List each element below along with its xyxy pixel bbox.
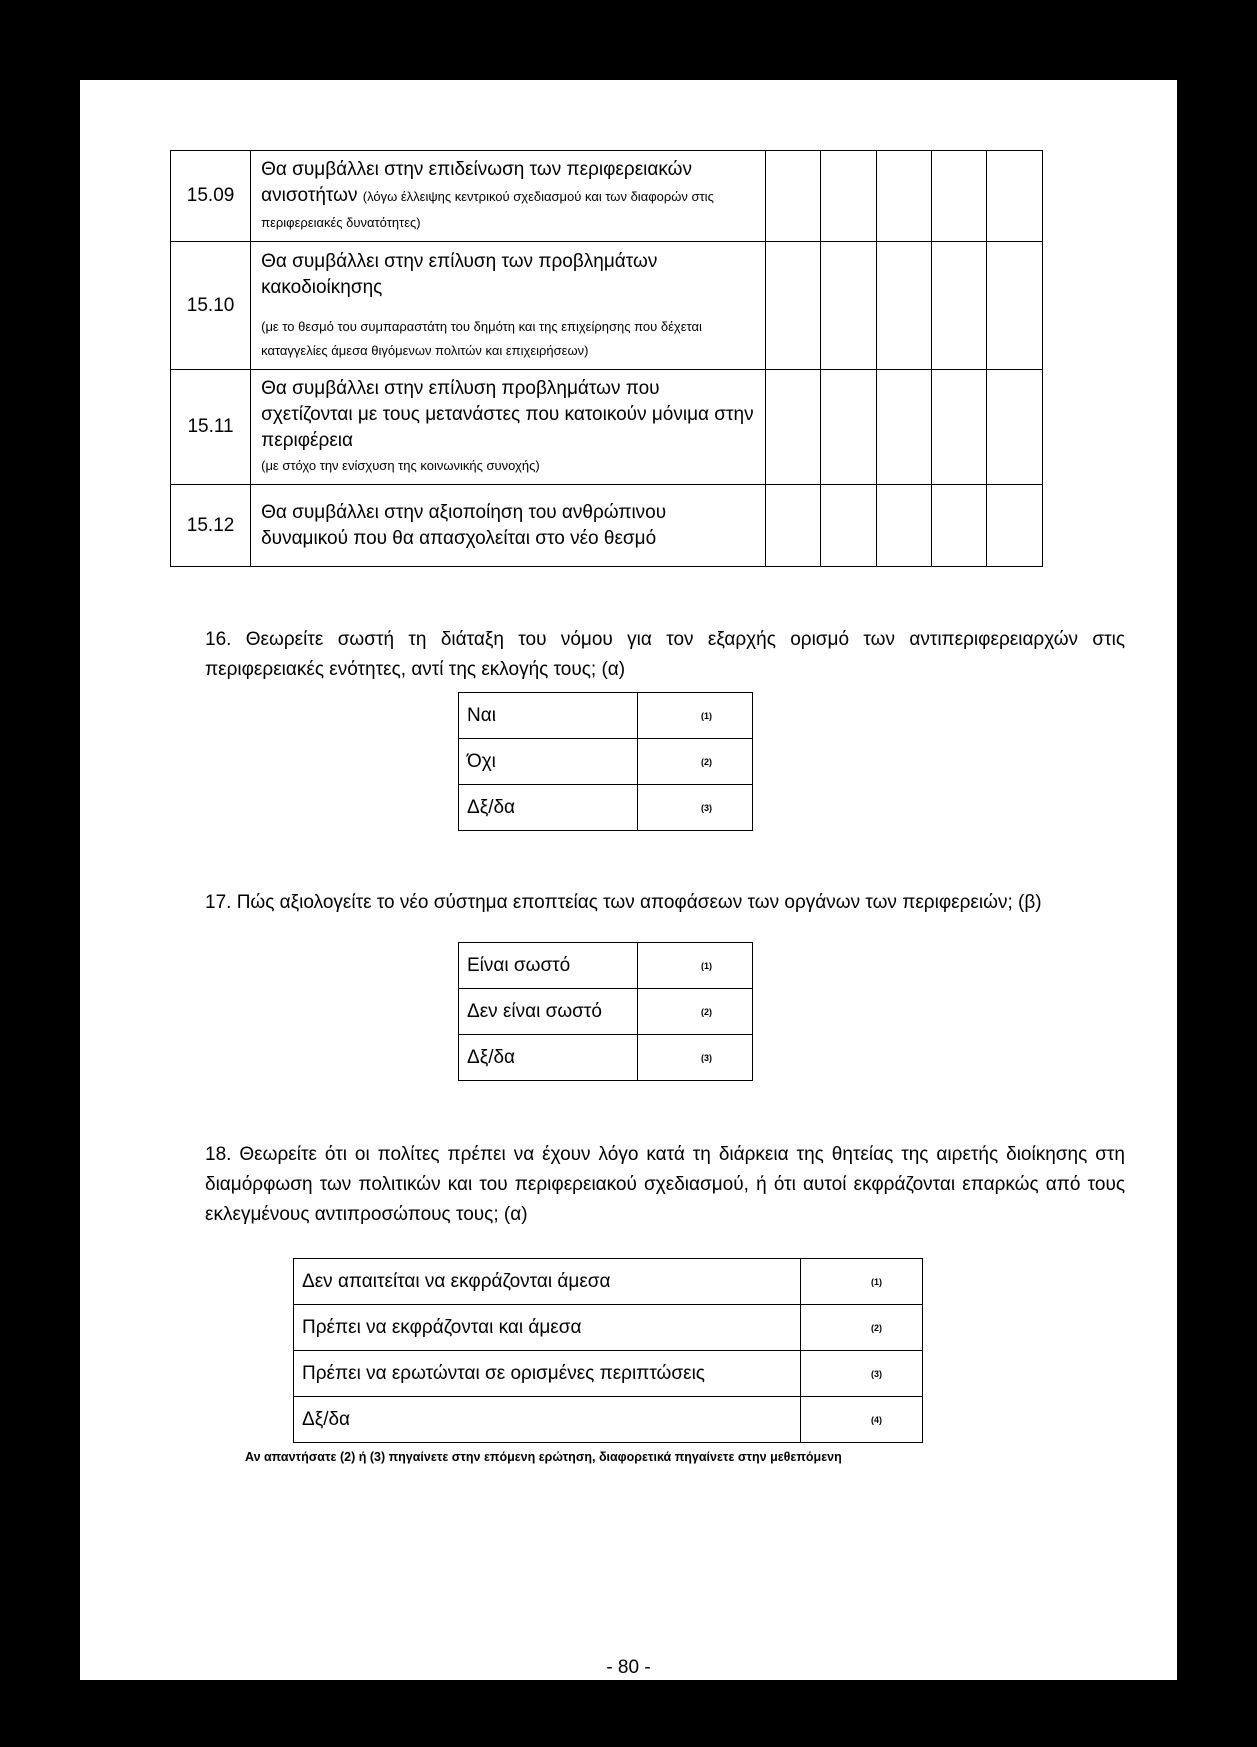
option-code: (3)	[637, 785, 752, 831]
row-number: 15.10	[171, 242, 251, 370]
option-row[interactable]	[294, 1351, 923, 1397]
option-label: Πρέπει να ερωτώνται σε ορισμένες περιπτώσεις	[294, 1351, 801, 1397]
question-17: 17. Πώς αξιολογείτε το νέο σύστημα εποπτείας των αποφάσεων των οργάνων των περιφερειών; (β)	[205, 892, 1042, 913]
question-16: 16. Θεωρείτε σωστή τη διάταξη του νόμου για τον εξαρχής ορισμό των αντιπεριφερειαρχών στις περιφερειακές ενότητες, αντί της εκλογής τους; (α)	[205, 629, 1125, 680]
answer-box[interactable]	[876, 151, 931, 242]
document-page	[80, 80, 1177, 1680]
answer-box[interactable]	[765, 485, 820, 567]
option-label: Δξ/δα	[459, 785, 638, 831]
option-row[interactable]	[294, 1259, 923, 1305]
option-label: Πρέπει να εκφράζονται και άμεσα	[294, 1305, 801, 1351]
answer-box[interactable]	[987, 242, 1043, 370]
option-code: (4)	[801, 1397, 923, 1443]
answer-box[interactable]	[821, 485, 876, 567]
statement-main: Θα συμβάλλει στην επίλυση των προβλημάτων κακοδιοίκησης	[261, 250, 658, 298]
option-code: (1)	[637, 693, 752, 739]
option-code: (1)	[801, 1259, 923, 1305]
table-row	[171, 485, 1043, 567]
option-row[interactable]	[294, 1305, 923, 1351]
answer-box[interactable]	[932, 151, 987, 242]
answer-box[interactable]	[821, 242, 876, 370]
option-label: Δξ/δα	[294, 1397, 801, 1443]
table-row	[171, 242, 1043, 370]
answer-box[interactable]	[876, 370, 931, 485]
answer-box[interactable]	[765, 151, 820, 242]
table-row	[171, 151, 1043, 242]
statement-note: (με στόχο την ενίσχυση της κοινωνικής συνοχής)	[261, 458, 540, 473]
routing-note: Αν απαντήσατε (2) ή (3) πηγαίνετε στην επόμενη ερώτηση, διαφορετικά πηγαίνετε στην μεθεπόμενη	[245, 1450, 842, 1464]
statement-note: (με το θεσμό του συμπαραστάτη του δημότη και της επιχείρησης που δέχεται καταγγελίες άμεσα θιγόμενων πολιτών και επιχειρήσεων)	[261, 318, 702, 358]
option-label: Δξ/δα	[459, 1035, 638, 1081]
option-code: (2)	[801, 1305, 923, 1351]
answer-box[interactable]	[821, 151, 876, 242]
row-statement	[251, 485, 766, 567]
question-17-options	[458, 942, 753, 1081]
option-label: Όχι	[459, 739, 638, 785]
statement-main: Θα συμβάλλει στην επίλυση προβλημάτων που σχετίζονται με τους μετανάστες που κατοικούν μόνιμα στην περιφέρεια	[261, 378, 754, 451]
statement-main: Θα συμβάλλει στην αξιοποίηση του ανθρώπινου δυναμικού που θα απασχολείται στο νέο θεσμό	[261, 501, 667, 549]
option-code: (2)	[638, 989, 753, 1035]
answer-box[interactable]	[932, 370, 987, 485]
answer-box[interactable]	[987, 370, 1043, 485]
answer-box[interactable]	[932, 242, 987, 370]
row-number: 15.11	[171, 370, 251, 485]
answer-box[interactable]	[987, 485, 1043, 567]
option-code: (3)	[638, 1035, 753, 1081]
answer-box[interactable]	[821, 370, 876, 485]
statement-main: Θα συμβάλλει στην επιδείνωση των περιφερειακών ανισοτήτων	[261, 159, 692, 206]
option-row[interactable]	[459, 785, 753, 831]
answer-box[interactable]	[876, 485, 931, 567]
option-label: Δεν είναι σωστό	[459, 989, 638, 1035]
question-18-options	[293, 1258, 923, 1443]
option-code: (3)	[801, 1351, 923, 1397]
option-row[interactable]	[294, 1397, 923, 1443]
statement-note: (λόγω έλλειψης κεντρικού σχεδιασμού και των διαφορών στις περιφερειακές δυνατότητες)	[261, 189, 714, 230]
row-number: 15.12	[171, 485, 251, 567]
answer-box[interactable]	[765, 370, 820, 485]
page-number: - 80 -	[606, 1657, 651, 1678]
row-number: 15.09	[171, 151, 251, 242]
rating-table	[170, 150, 1043, 567]
answer-box[interactable]	[932, 485, 987, 567]
answer-box[interactable]	[876, 242, 931, 370]
option-label: Ναι	[459, 693, 638, 739]
option-label: Είναι σωστό	[459, 943, 638, 989]
row-statement	[251, 242, 766, 370]
question-18: 18. Θεωρείτε ότι οι πολίτες πρέπει να έχουν λόγο κατά τη διάρκεια της θητείας της αιρετής διοίκησης στη διαμόρφωση των πολιτικών και του περιφερειακού σχεδιασμού, ή ότι αυτοί εκφράζονται επαρκώς από τους εκλεγμένους αντιπροσώπους τους; (α)	[205, 1144, 1125, 1225]
option-row[interactable]	[459, 989, 753, 1035]
option-row[interactable]	[459, 943, 753, 989]
option-row[interactable]	[459, 1035, 753, 1081]
option-code: (2)	[637, 739, 752, 785]
question-16-options	[458, 692, 753, 831]
option-row[interactable]	[459, 739, 753, 785]
answer-box[interactable]	[987, 151, 1043, 242]
row-statement	[251, 370, 766, 485]
option-row[interactable]	[459, 693, 753, 739]
option-label: Δεν απαιτείται να εκφράζονται άμεσα	[294, 1259, 801, 1305]
table-row	[171, 370, 1043, 485]
option-code: (1)	[638, 943, 753, 989]
answer-box[interactable]	[765, 242, 820, 370]
row-statement	[251, 151, 766, 242]
